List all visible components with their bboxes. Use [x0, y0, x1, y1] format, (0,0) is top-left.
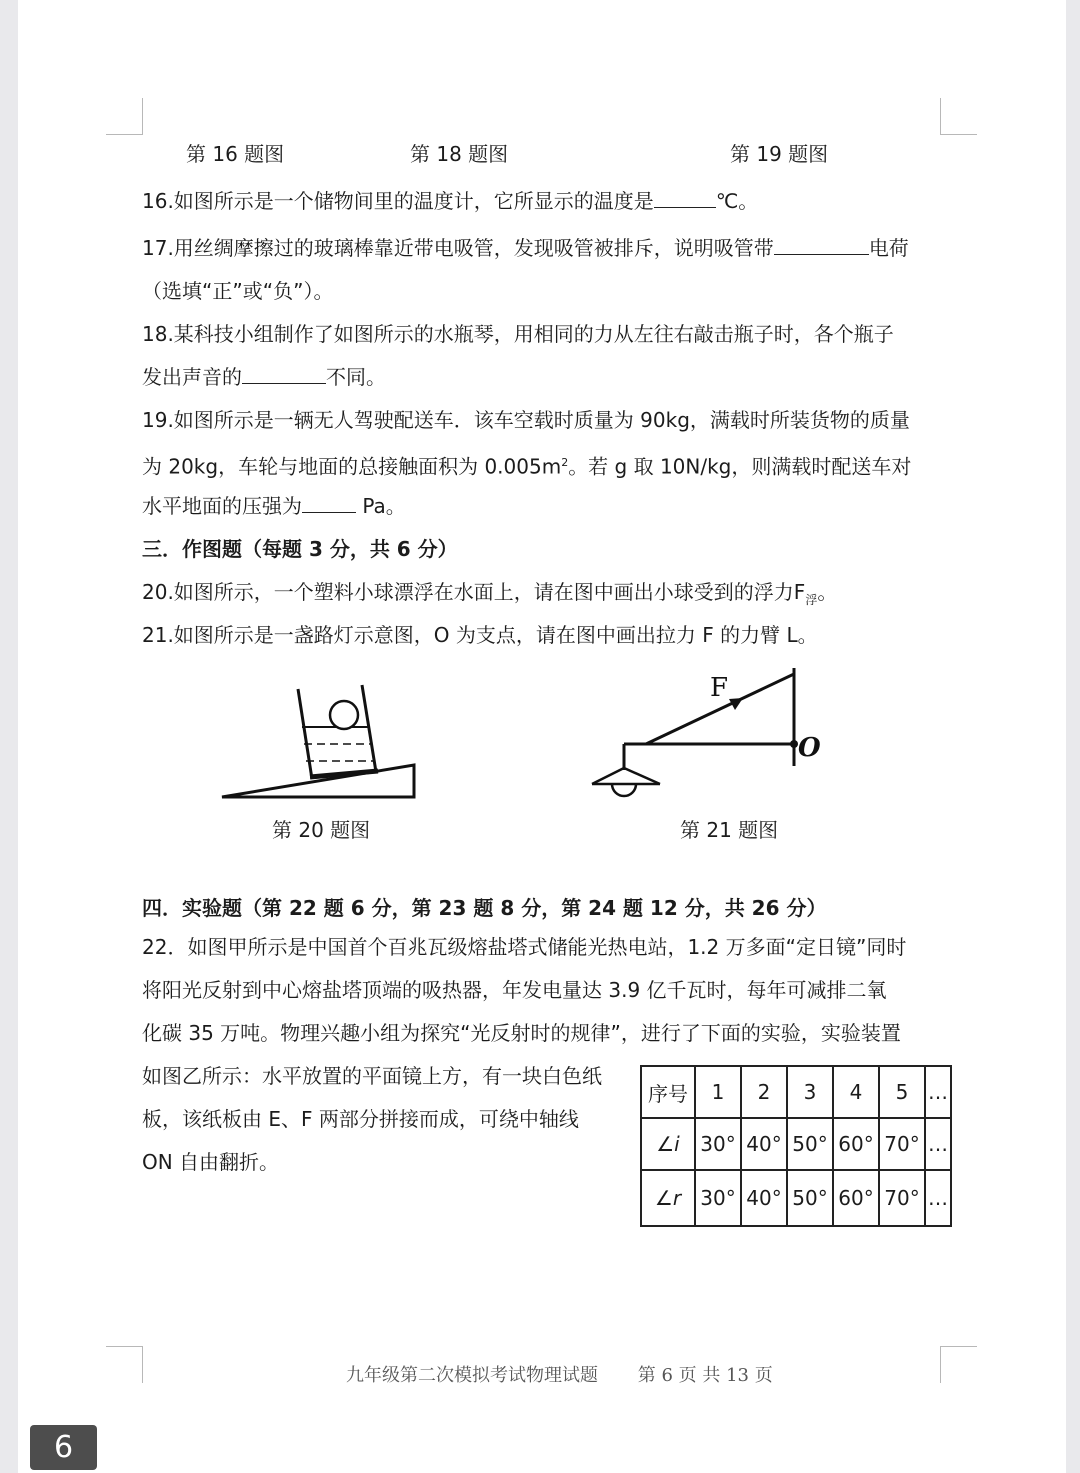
- question-22-line5: 板，该纸板由 E、F 两部分拼接而成，可绕中轴线: [142, 1107, 579, 1131]
- crop-mark-top-right: [940, 98, 977, 135]
- table-cell: ∠i: [641, 1118, 695, 1170]
- question-22-line4: 如图乙所示：水平放置的平面镜上方，有一块白色纸: [142, 1064, 602, 1088]
- crop-mark-bottom-right: [940, 1346, 977, 1383]
- footer-page-count: 第 6 页 共 13 页: [637, 1365, 773, 1386]
- table-cell: 50°: [787, 1170, 833, 1226]
- table-cell: …: [925, 1170, 951, 1226]
- question-17-line2: （选填“正”或“负”）。: [142, 279, 334, 303]
- page-footer: [346, 1361, 773, 1387]
- table-cell: 4: [833, 1066, 879, 1118]
- question-19-line2: [142, 449, 911, 481]
- caption-fig16: 第 16 题图: [186, 142, 285, 166]
- table-row-reflection: [641, 1170, 951, 1226]
- caption-fig20: 第 20 题图: [272, 818, 371, 842]
- question-18-end: 不同。: [326, 365, 386, 389]
- table-cell: ∠r: [641, 1170, 695, 1226]
- section-4-heading: 四．实验题（第 22 题 6 分，第 23 题 8 分，第 24 题 12 分，共 26 分）: [142, 896, 827, 920]
- question-20-end: 。: [817, 580, 838, 604]
- answer-blank-18: [242, 363, 326, 384]
- caption-fig21: 第 21 题图: [680, 818, 779, 842]
- caption-fig18: 第 18 题图: [410, 142, 509, 166]
- table-cell: 3: [787, 1066, 833, 1118]
- force-label: F: [710, 673, 729, 703]
- question-17-text: 17.用丝绸摩擦过的玻璃棒靠近带电吸管，发现吸管被排斥，说明吸管带: [142, 236, 774, 260]
- table-cell: 40°: [741, 1118, 787, 1170]
- table-cell: 60°: [833, 1118, 879, 1170]
- caption-fig19: 第 19 题图: [730, 142, 829, 166]
- table-cell: 30°: [695, 1118, 741, 1170]
- exam-page: [18, 0, 1066, 1473]
- answer-blank-16: [654, 187, 716, 208]
- crop-mark-top-left: [106, 98, 143, 135]
- question-22-line6: ON 自由翻折。: [142, 1150, 280, 1174]
- table-cell: 30°: [695, 1170, 741, 1226]
- table-cell: 序号: [641, 1066, 695, 1118]
- question-18-start: 发出声音的: [142, 365, 242, 389]
- pivot-label: O: [798, 733, 821, 763]
- question-17-line1: [142, 234, 909, 262]
- question-19-mid: 。若 g 取 10N/kg，则满载时配送车对: [568, 454, 912, 479]
- question-19-area: 为 20kg，车轮与地面的总接触面积为 0.005m: [142, 454, 562, 479]
- footer-title: 九年级第二次模拟考试物理试题: [346, 1365, 598, 1386]
- angle-data-table: [640, 1065, 952, 1227]
- answer-blank-17: [774, 234, 869, 255]
- table-cell: 1: [695, 1066, 741, 1118]
- figure-21-street-lamp: [588, 660, 858, 810]
- question-19-start: 水平地面的压强为: [142, 494, 302, 518]
- table-cell: 50°: [787, 1118, 833, 1170]
- crop-mark-bottom-left: [106, 1346, 143, 1383]
- question-20: [142, 578, 837, 614]
- question-18-line2: [142, 363, 386, 391]
- table-cell: 5: [879, 1066, 925, 1118]
- question-22-line2: 将阳光反射到中心熔盐塔顶端的吸热器，年发电量达 3.9 亿千瓦时，每年可减排二氧: [142, 978, 887, 1002]
- figure-20-floating-ball: [198, 675, 423, 805]
- table-cell: …: [925, 1066, 951, 1118]
- table-cell: 60°: [833, 1170, 879, 1226]
- table-cell: …: [925, 1118, 951, 1170]
- question-20-text: 20.如图所示，一个塑料小球漂浮在水面上，请在图中画出小球受到的浮力F: [142, 580, 806, 604]
- question-16-unit: ℃。: [715, 189, 759, 213]
- question-22-line1: 22．如图甲所示是中国首个百兆瓦级熔盐塔式储能光热电站，1.2 万多面“定日镜”同时: [142, 935, 907, 959]
- section-3-heading: 三．作图题（每题 3 分，共 6 分）: [142, 537, 458, 561]
- question-19-unit: Pa。: [356, 494, 406, 518]
- page-number-badge: 6: [30, 1425, 97, 1470]
- question-18-line1: 18.某科技小组制作了如图所示的水瓶琴，用相同的力从左往右敲击瓶子时，各个瓶子: [142, 322, 894, 346]
- superscript-2: 2: [561, 456, 569, 469]
- table-row-incidence: [641, 1118, 951, 1170]
- table-cell: 70°: [879, 1170, 925, 1226]
- question-17-end: 电荷: [868, 236, 909, 260]
- table-cell: 70°: [879, 1118, 925, 1170]
- question-16: [142, 187, 758, 215]
- table-row-header: [641, 1066, 951, 1118]
- subscript-float: 浮: [805, 593, 818, 607]
- table-cell: 40°: [741, 1170, 787, 1226]
- question-22-line3: 化碳 35 万吨。物理兴趣小组为探究“光反射时的规律”，进行了下面的实验，实验装置: [142, 1021, 901, 1045]
- question-19-line3: [142, 492, 406, 520]
- table-cell: 2: [741, 1066, 787, 1118]
- question-21: 21.如图所示是一盏路灯示意图，O 为支点，请在图中画出拉力 F 的力臂 L。: [142, 623, 818, 647]
- answer-blank-19: [302, 492, 356, 513]
- question-19-line1: 19.如图所示是一辆无人驾驶配送车．该车空载时质量为 90kg，满载时所装货物的质量: [142, 408, 910, 432]
- question-16-text: 16.如图所示是一个储物间里的温度计，它所显示的温度是: [142, 189, 654, 213]
